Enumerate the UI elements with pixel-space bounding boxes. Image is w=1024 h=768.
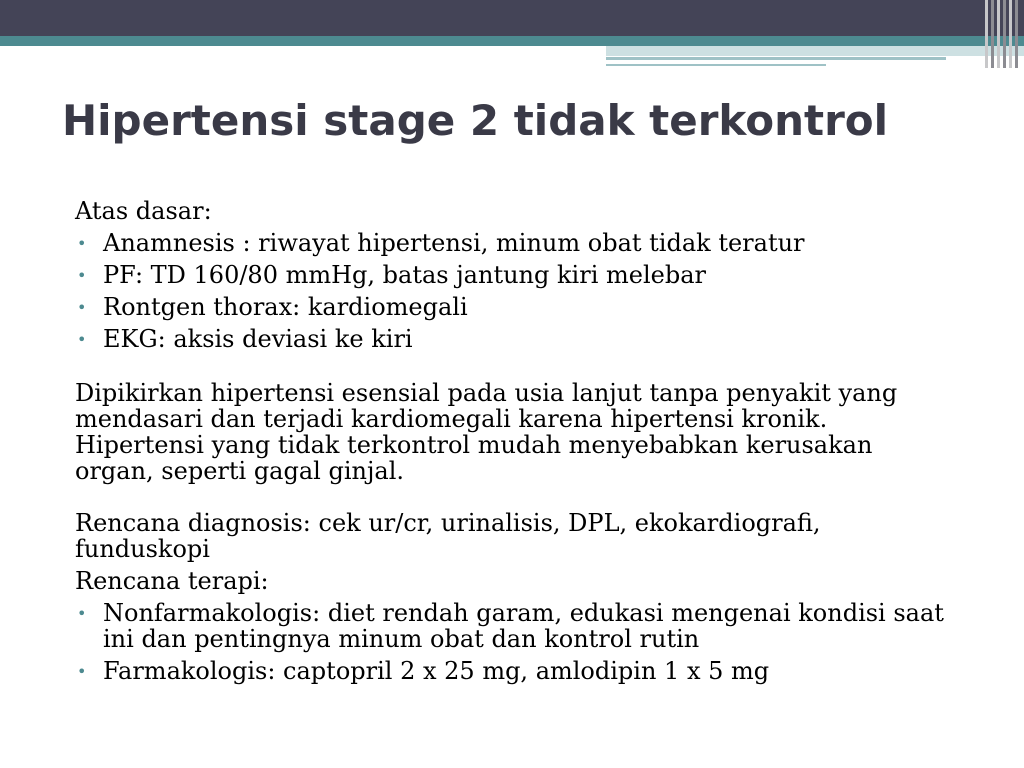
therapy-heading: Rencana terapi: (75, 567, 269, 595)
basis-list (75, 230, 955, 352)
slide-title: Hipertensi stage 2 tidak terkontrol (62, 96, 889, 145)
bullet-icon: • (77, 662, 87, 681)
bullet-icon: • (77, 298, 87, 317)
assessment-paragraph: Dipikirkan hipertensi esensial pada usia lanjut tanpa penyakit yang mendasari dan terjadi kardiomegali karena hipertensi kronik. Hipertensi yang tidak terkontrol mudah menyebabkan kerusakan organ, seperti gagal ginjal. (75, 379, 898, 485)
list-item: • EKG: aksis deviasi ke kiri (77, 325, 413, 353)
bullet-icon: • (77, 234, 87, 253)
list-item: • PF: TD 160/80 mmHg, batas jantung kiri melebar (77, 261, 706, 289)
list-item: • Rontgen thorax: kardiomegali (77, 293, 468, 321)
bullet-icon: • (77, 266, 87, 285)
header-decor-line (606, 57, 946, 60)
diagnosis-plan: Rencana diagnosis: cek ur/cr, urinalisis, DPL, ekokardiografi, funduskopi (75, 509, 821, 563)
bullet-icon: • (77, 604, 87, 623)
header-bar (0, 0, 1024, 36)
list-item: • Anamnesis : riwayat hipertensi, minum obat tidak teratur (77, 229, 805, 257)
header-decor-line-short (606, 64, 826, 66)
therapy-list (75, 600, 955, 684)
slide-body (75, 198, 955, 690)
header-accent-band (0, 36, 1024, 46)
header-stripes (985, 0, 1018, 68)
header-accent-light (606, 46, 1024, 56)
bullet-icon: • (77, 330, 87, 349)
basis-heading: Atas dasar: (75, 197, 212, 225)
list-item: • Nonfarmakologis: diet rendah garam, edukasi mengenai kondisi saat ini dan pentingnya minum obat dan kontrol rutin (77, 599, 944, 653)
list-item: • Farmakologis: captopril 2 x 25 mg, amlodipin 1 x 5 mg (77, 657, 770, 685)
